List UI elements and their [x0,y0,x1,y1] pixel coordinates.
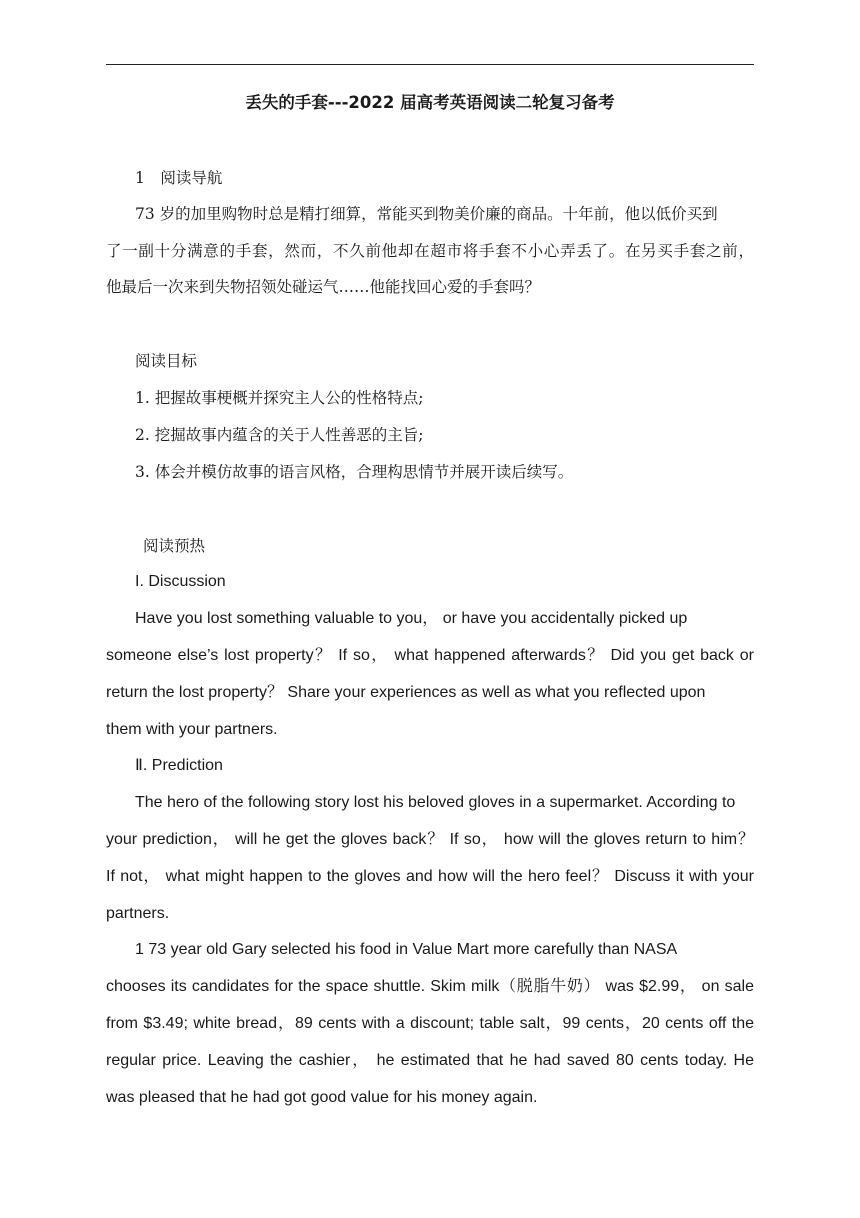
reading-goals-heading: 阅读目标 [135,352,198,370]
prediction-paragraph-line: partners. [106,905,170,922]
discussion-heading: I. Discussion [135,573,226,590]
warmup-heading: 阅读预热 [143,537,206,555]
document-title: 丢失的手套---2022 届高考英语阅读二轮复习备考 [245,93,615,112]
intro-paragraph-line: 了一副十分满意的手套，然而，不久前他却在超市将手套不小心弄丢了。在另买手套之前， [106,242,754,260]
prediction-paragraph-line: The hero of the following story lost his beloved gloves in a supermarket. According to [135,794,736,811]
story-paragraph-line: chooses its candidates for the space shuttle. Skim milk（脱脂牛奶） was $2.99， on sale [106,978,754,995]
prediction-paragraph-line: If not， what might happen to the gloves and how will the hero feel？ Discuss it with your [106,868,755,885]
story-paragraph-line: was pleased that he had got good value for his money again. [106,1089,538,1106]
prediction-heading: Ⅱ. Prediction [135,757,223,774]
reading-goal-item: 3. 体会并模仿故事的语言风格，合理构思情节并展开读后续写。 [135,463,574,481]
reading-navigation-heading: 1 阅读导航 [135,169,223,187]
reading-goal-item: 1. 把握故事梗概并探究主人公的性格特点; [135,389,424,407]
reading-goal-item: 2. 挖掘故事内蕴含的关于人性善恶的主旨; [135,426,424,444]
intro-paragraph-line: 他最后一次来到失物招领处碰运气……他能找回心爱的手套吗？ [106,278,541,296]
discussion-paragraph-line: return the lost property？ Share your experiences as well as what you reflected upon [106,684,706,701]
prediction-paragraph-line: your prediction， will he get the gloves back？ If so， how will the gloves return to him？ [106,831,754,848]
intro-paragraph-line: 73 岁的加里购物时总是精打细算，常能买到物美价廉的商品。十年前，他以低价买到 [135,205,718,223]
discussion-paragraph-line: them with your partners. [106,721,278,738]
discussion-paragraph-line: someone else’s lost property？ If so， what happened afterwards？ Did you get back or [106,647,755,664]
story-paragraph-line: from $3.49; white bread，89 cents with a discount; table salt，99 cents，20 cents off the [106,1015,755,1032]
discussion-paragraph-line: Have you lost something valuable to you， or have you accidentally picked up [135,610,688,627]
story-paragraph-line: 1 73 year old Gary selected his food in Value Mart more carefully than NASA [135,941,678,958]
story-paragraph-line: regular price. Leaving the cashier， he estimated that he had saved 80 cents today. He [106,1052,754,1069]
header-rule [106,64,754,65]
